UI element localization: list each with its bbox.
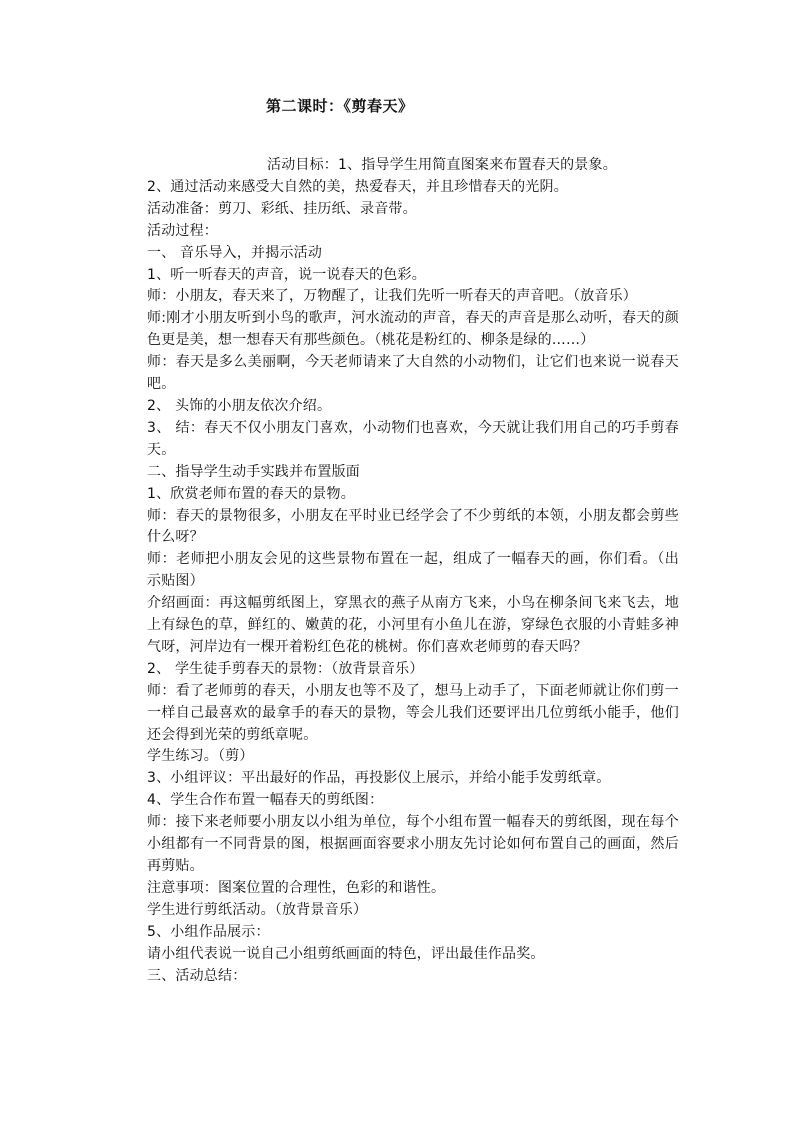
paragraph: 师：春天的景物很多，小朋友在平时业已经学会了不少剪纸的本领，小朋友都会剪些什么呀？ [147,507,679,546]
section-heading: 三、活动总结： [147,967,247,984]
paragraph: 师：小朋友，春天来了，万物醒了，让我们先听一听春天的声音吧。（放音乐） [147,288,637,305]
paragraph: 师:刚才小朋友听到小鸟的歌声，河水流动的声音，春天的声音是那么动听，春天的颜色更是美，想一想春天有那些颜色。（桃花是粉红的、柳条是绿的……） [147,310,679,349]
paragraph: 活动准备：剪刀、彩纸、挂历纸、录音带。 [147,200,417,217]
section-heading: 二、指导学生动手实践并布置版面 [147,463,360,480]
paragraph: 注意事项：图案位置的合理性，色彩的和谐性。 [147,879,446,896]
paragraph: 师：看了老师剪的春天，小朋友也等不及了，想马上动手了，下面老师就让你们剪一一样自己最喜欢的最拿手的春天的景物，等会儿我们还要评出几位剪纸小能手，他们还会得到光荣的剪纸章呢。 [147,682,679,743]
paragraph: 3、小组评议：平出最好的作品，再投影仪上展示，并给小能手发剪纸章。 [147,770,611,787]
paragraph: 学生练习。（剪） [147,748,254,765]
section-heading: 一、 音乐导入，并揭示活动 [147,244,323,261]
document-body [147,155,679,987]
paragraph: 2、 学生徒手剪春天的景物：（放背景音乐） [147,660,424,677]
paragraph: 师：春天是多么美丽啊，今天老师请来了大自然的小动物们，让它们也来说一说春天吧。 [147,354,679,393]
paragraph: 师：老师把小朋友会见的这些景物布置在一起，组成了一幅春天的画，你们看。（出示贴图） [147,551,679,590]
paragraph: 介绍画面：再这幅剪纸图上，穿黑衣的燕子从南方飞来，小鸟在柳条间飞来飞去，地上有绿色的草，鲜红的、嫩黄的花，小河里有小鱼儿在游，穿绿色衣服的小青蛙多神气呀，河岸边有一棵开着粉红色花的桃树。你们喜欢老师剪的春天吗？ [147,595,679,655]
paragraph: 师：接下来老师要小朋友以小组为单位，每个小组布置一幅春天的剪纸图，现在每个小组都有一不同背景的图，根据画面容要求小朋友先讨论如何布置自己的画面，然后再剪贴。 [147,814,679,874]
paragraph: 请小组代表说一说自己小组剪纸画面的特色，评出最佳作品奖。 [147,945,545,962]
paragraph: 学生进行剪纸活动。（放背景音乐） [147,901,368,918]
paragraph: 活动目标：1、指导学生用简直图案来布置春天的景象。 [267,157,617,173]
page-title: 第二课时：《剪春天》 [266,97,414,115]
paragraph: 3、 结：春天不仅小朋友门喜欢，小动物们也喜欢，今天就让我们用自己的巧手剪春天。 [147,419,679,458]
paragraph: 5、小组作品展示： [147,923,270,940]
paragraph: 2、通过活动来感受大自然的美，热爱春天，并且珍惜春天的光阴。 [147,178,568,195]
paragraph: 1、欣赏老师布置的春天的景物。 [147,485,355,502]
paragraph: 4、学生合作布置一幅春天的剪纸图： [147,792,384,809]
paragraph: 1、听一听春天的声音，说一说春天的色彩。 [147,266,426,283]
paragraph: 活动过程： [147,222,218,239]
paragraph: 2、 头饰的小朋友依次介绍。 [147,397,332,414]
